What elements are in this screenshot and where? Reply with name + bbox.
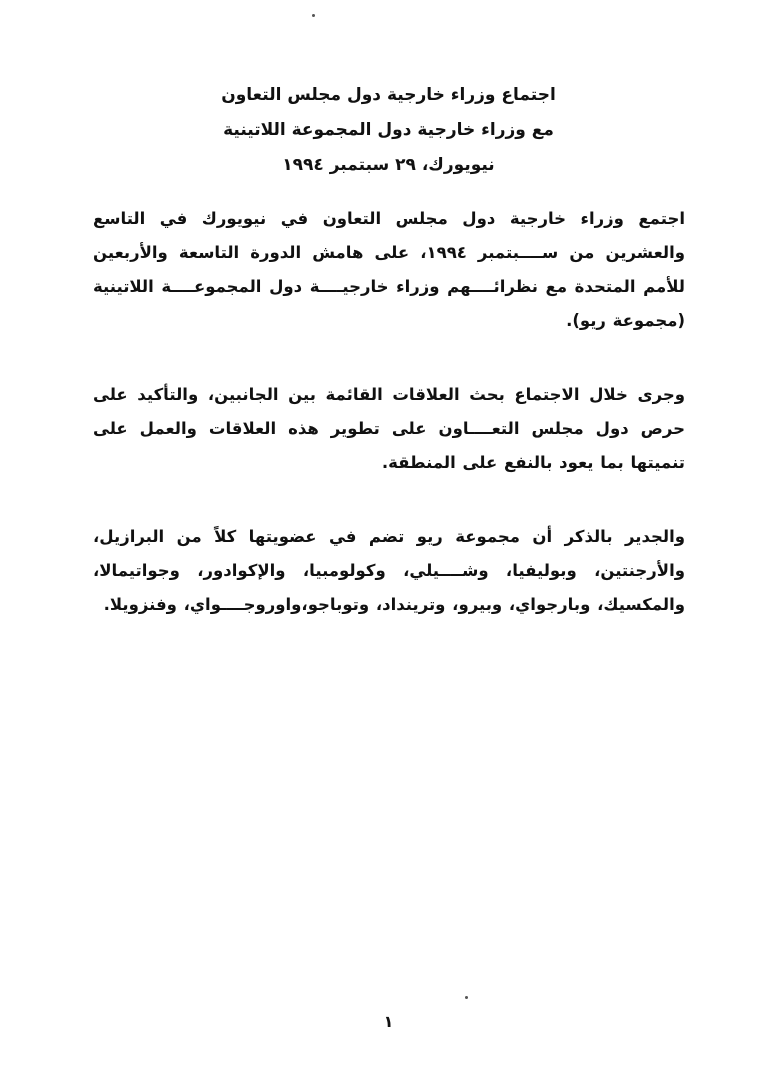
title-line-3: نيويورك، ٢٩ سبتمبر ١٩٩٤ — [282, 155, 495, 175]
paragraph-1: اجتمع وزراء خارجية دول مجلس التعاون في نيويورك في التاسع والعشرين من ســــبتمبر ١٩٩٤، على هامش الدورة التاسعة والأربعين للأمم المتحدة مع نظرائــــهم وزراء خارجيــــة دول المجموعــــة اللاتينية (مجموعة ريو). — [93, 209, 685, 330]
document-body — [93, 202, 685, 622]
scan-artifact-dot-bottom — [465, 996, 468, 999]
page-number: ١ — [383, 1012, 394, 1031]
document-title-block — [0, 78, 777, 183]
title-line-1: اجتماع وزراء خارجية دول مجلس التعاون — [221, 85, 556, 105]
paragraph-3: والجدير بالذكر أن مجموعة ريو تضم في عضويتها كلاً من البرازيل، والأرجنتين، وبوليفيا، وشــــيلي، وكولومبيا، والإكوادور، وجواتيمالا، والمكسيك، وبارجواي، وبيرو، وترينداد، وتوباجو،واوروجــــواي، وفنزويلا. — [93, 527, 685, 614]
scan-artifact-dot-top — [312, 14, 315, 17]
paragraph-2: وجرى خلال الاجتماع بحث العلاقات القائمة بين الجانبين، والتأكيد على حرص دول مجلس التعــــاون على تطوير هذه العلاقات والعمل على تنميتها بما يعود بالنفع على المنطقة. — [93, 385, 685, 472]
title-line-2: مع وزراء خارجية دول المجموعة اللاتينية — [223, 120, 554, 140]
